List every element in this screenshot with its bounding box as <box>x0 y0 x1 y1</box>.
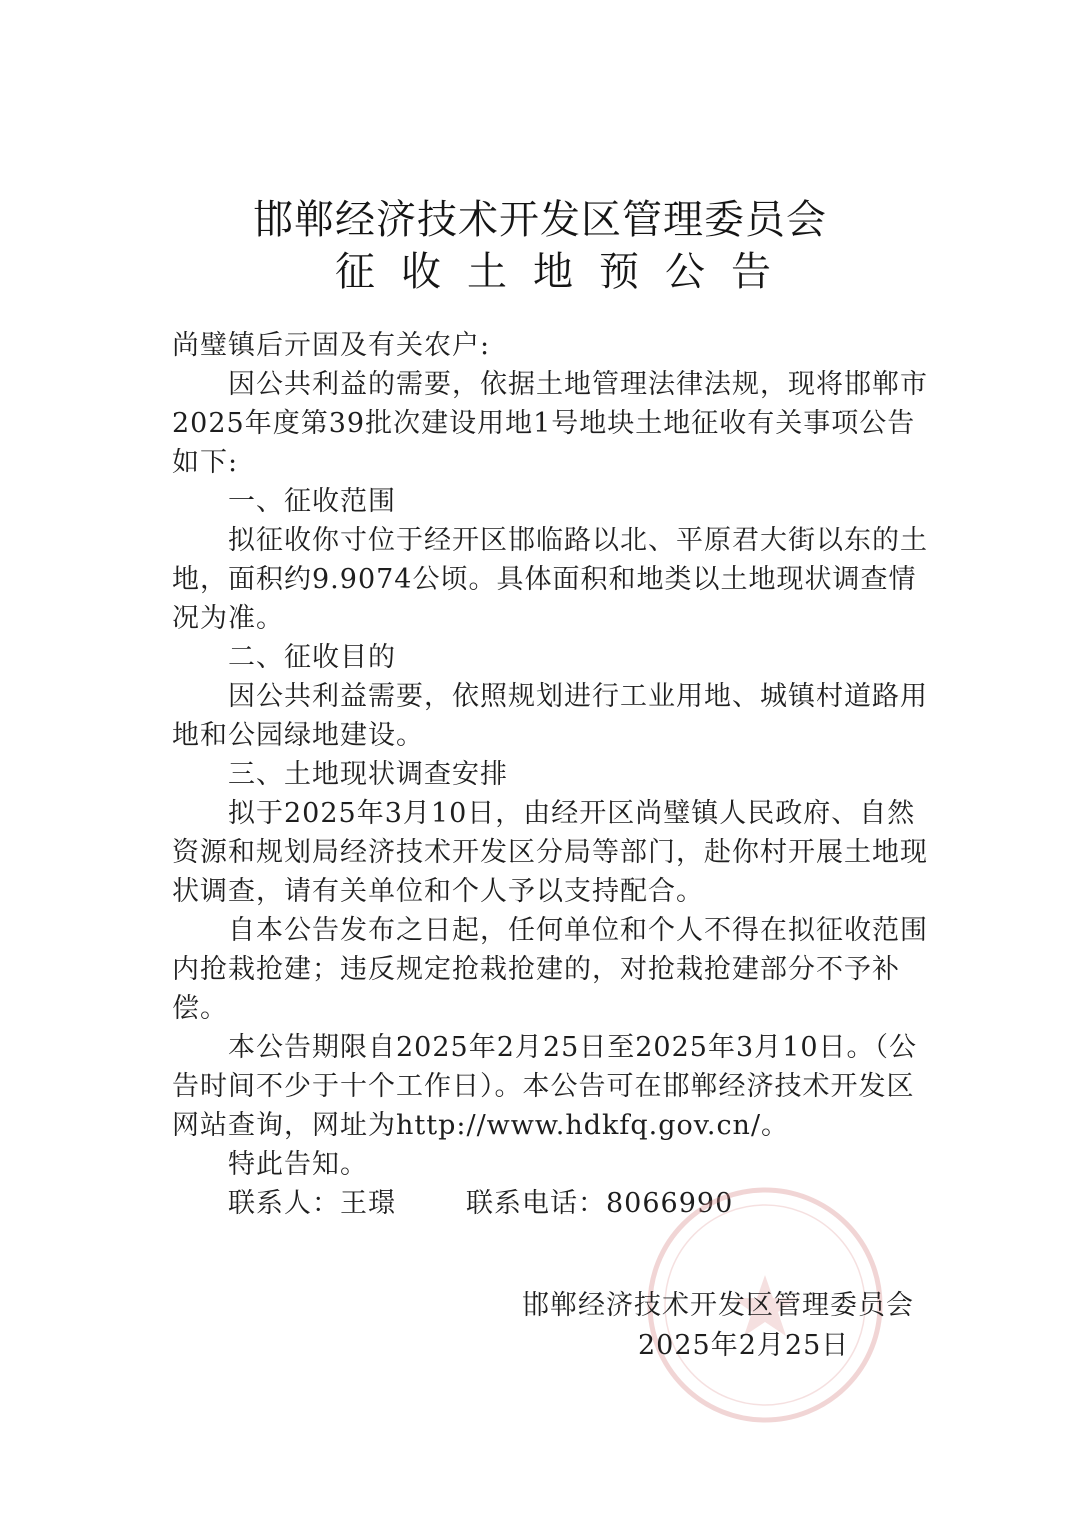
notice-paragraph: 自本公告发布之日起，任何单位和个人不得在拟征收范围内抢栽抢建；违反规定抢栽抢建的，对抢栽抢建部分不予补偿。 <box>172 915 928 1024</box>
section-heading-purpose: 二、征收目的 <box>228 642 396 673</box>
contact-phone: 联系电话：8066990 <box>466 1188 734 1219</box>
intro-paragraph: 因公共利益的需要，依据土地管理法律法规，现将邯郸市2025年度第39批次建设用地1号地块土地征收有关事项公告如下: <box>172 369 928 478</box>
salutation: 尚璧镇后亓固及有关农户: <box>172 330 491 361</box>
period-paragraph: 本公告期限自2025年2月25日至2025年3月10日。（公告时间不少于十个工作日）。本公告可在邯郸经济技术开发区网站查询，网址为http://www.hdkfq.gov.cn/。 <box>172 1032 917 1141</box>
section-text-purpose: 因公共利益需要，依照规划进行工业用地、城镇村道路用地和公园绿地建设。 <box>172 681 928 751</box>
document-subtitle: 征收土地预公告 <box>335 249 797 295</box>
contact-person: 联系人：王璟 <box>228 1188 396 1219</box>
signature-date: 2025年2月25日 <box>638 1330 850 1361</box>
document-body <box>172 326 932 1223</box>
section-heading-scope: 一、征收范围 <box>228 486 396 517</box>
section-text-survey: 拟于2025年3月10日，由经开区尚璧镇人民政府、自然资源和规划局经济技术开发区分局等部门，赴你村开展土地现状调查，请有关单位和个人予以支持配合。 <box>172 798 928 907</box>
document-title: 邯郸经济技术开发区管理委员会 <box>253 197 827 243</box>
closing-line: 特此告知。 <box>228 1149 368 1180</box>
section-text-scope: 拟征收你寸位于经开区邯临路以北、平原君大街以东的土地，面积约9.9074公顷。具体面积和地类以土地现状调查情况为准。 <box>172 525 928 634</box>
section-heading-survey: 三、土地现状调查安排 <box>228 759 508 790</box>
signature-organization: 邯郸经济技术开发区管理委员会 <box>522 1290 914 1321</box>
